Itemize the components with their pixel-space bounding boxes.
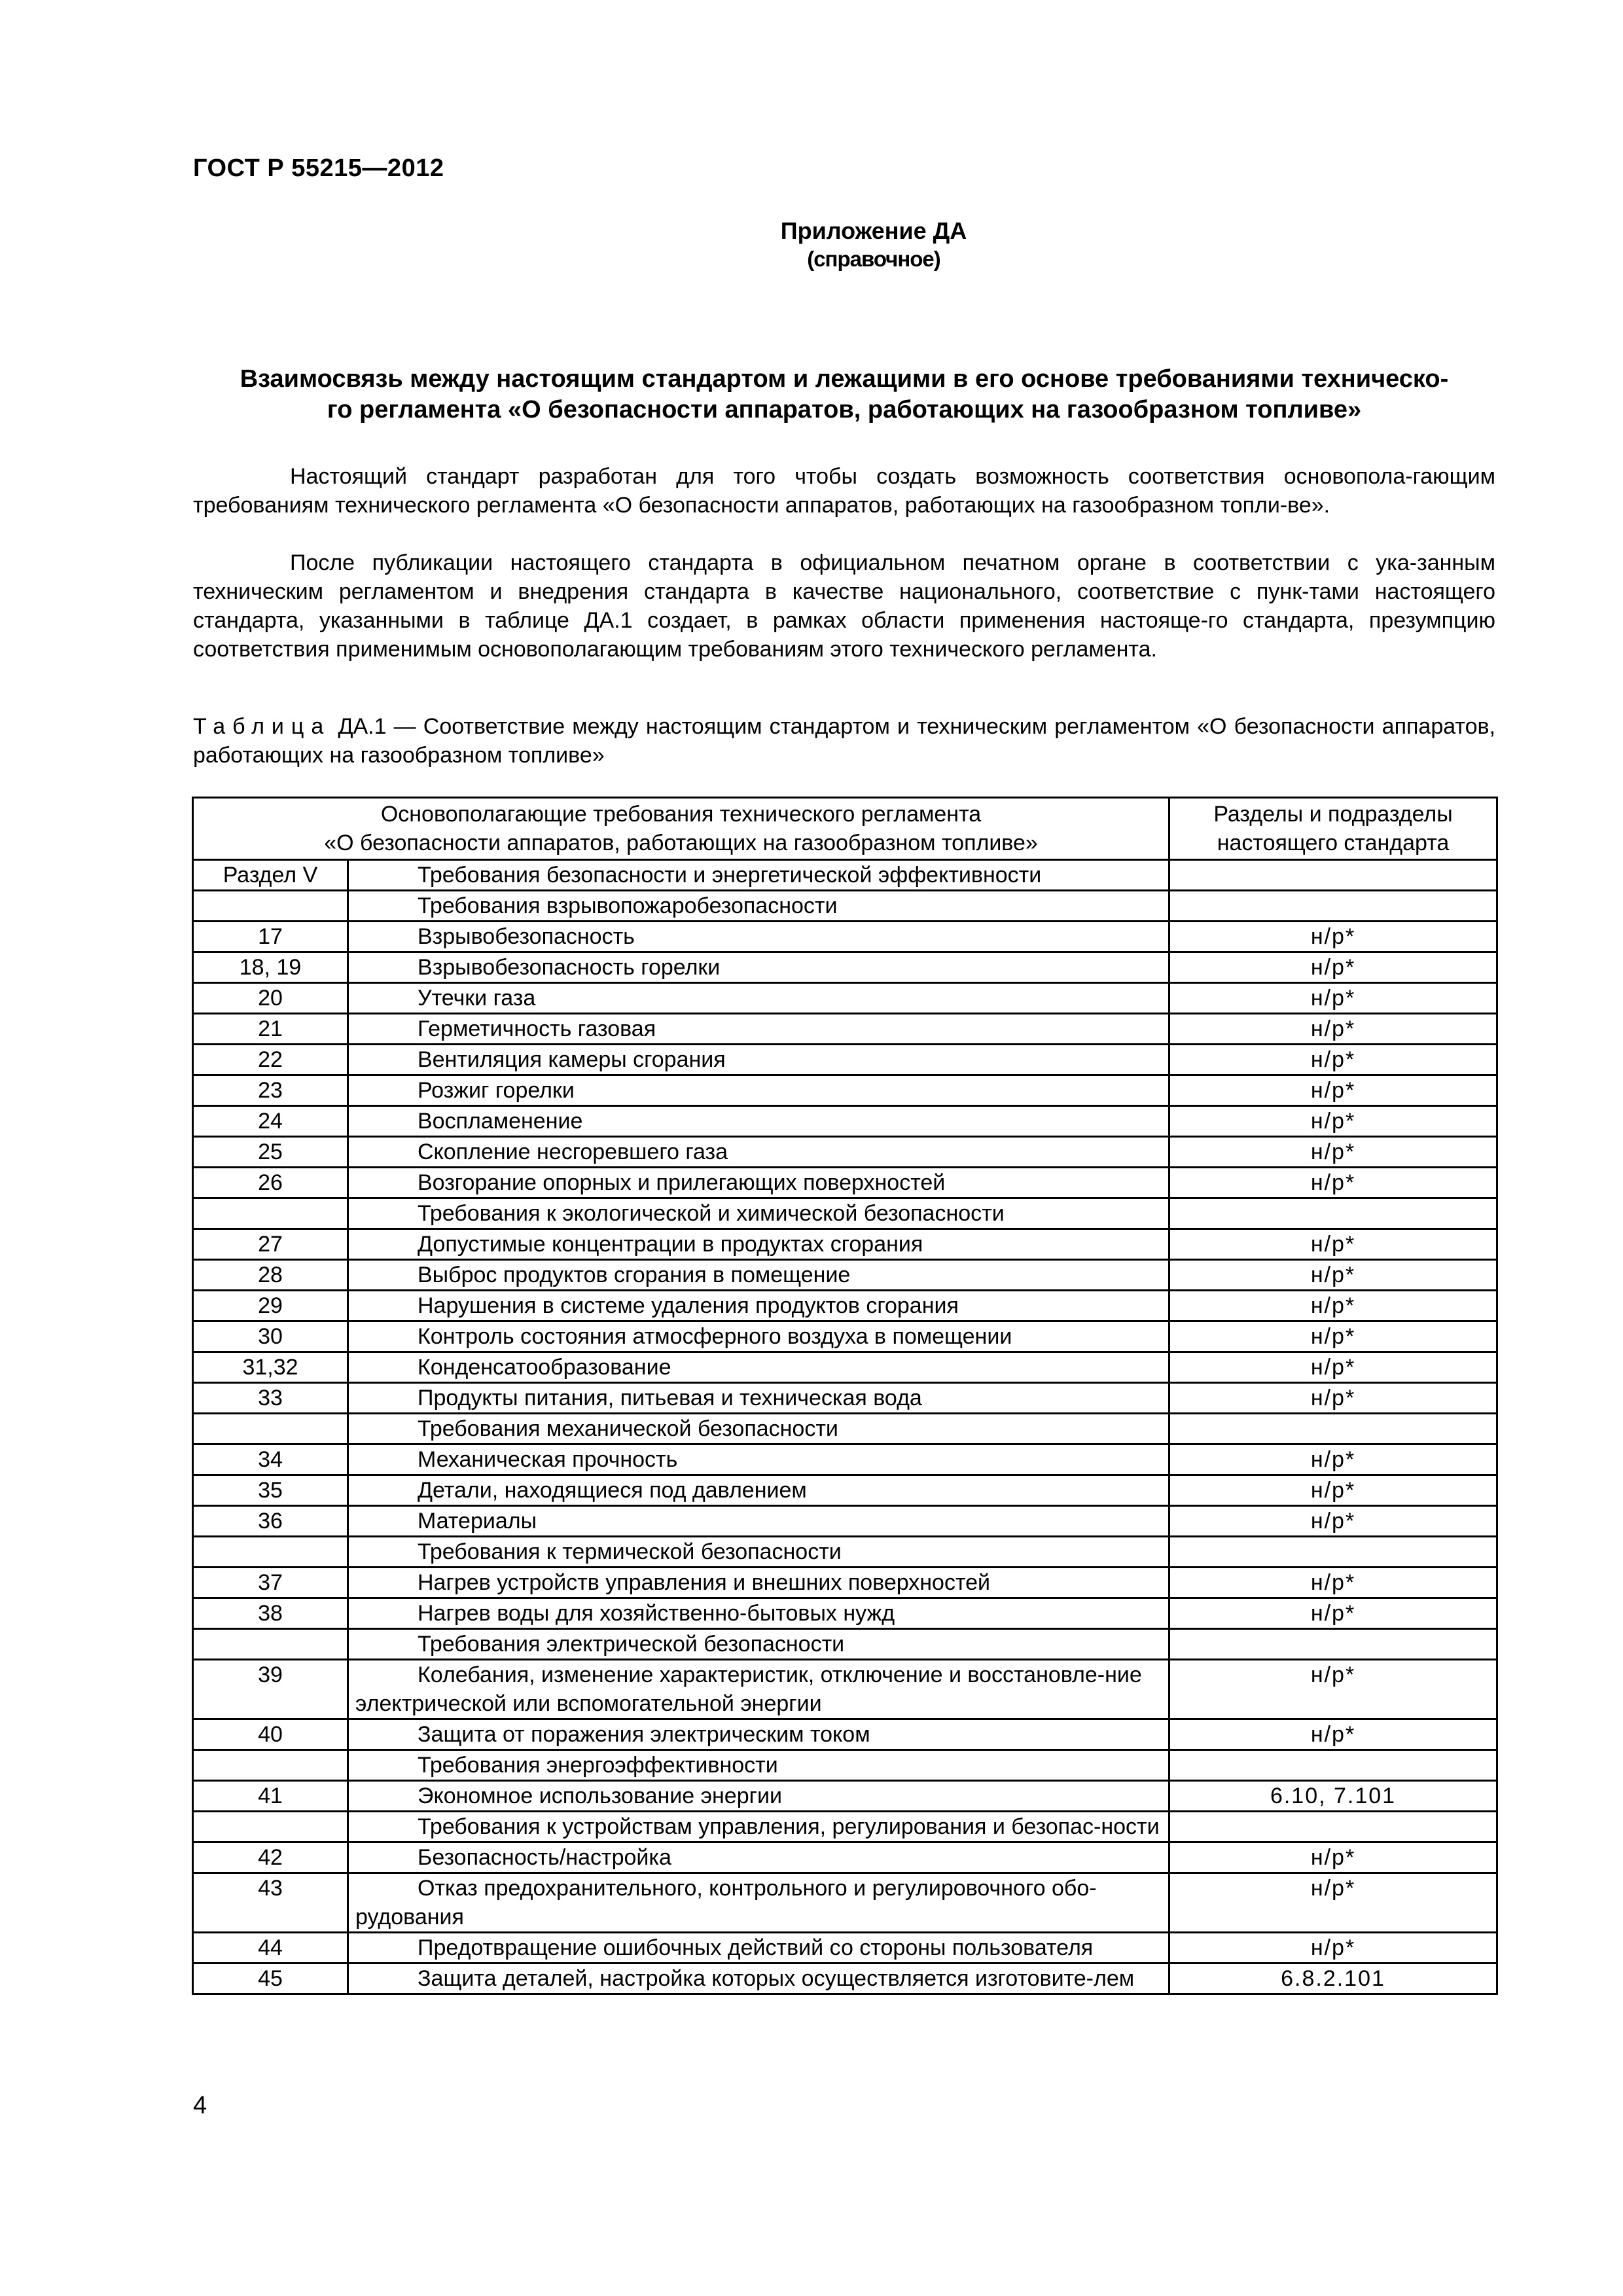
row-requirement-cell: Воспламенение [348,1106,1169,1137]
table-row [193,1506,1497,1537]
row-requirement-cell: Требования энергоэффективности [348,1750,1169,1781]
row-number-cell: 18, 19 [193,952,348,983]
section-heading-line1: Взаимосвязь между настоящим стандартом и лежащими в его основе требованиями техническо- [240,365,1449,393]
row-requirement-cell: Требования взрывопожаробезопасности [348,891,1169,922]
row-section-ref-cell: н/р* [1169,1475,1497,1506]
table-row [193,1168,1497,1198]
row-number-cell: 30 [193,1321,348,1352]
row-section-ref-cell: н/р* [1169,1075,1497,1106]
row-requirement-cell: Требования к термической безопасности [348,1537,1169,1568]
row-section-ref-cell: н/р* [1169,1568,1497,1598]
page-number: 4 [193,2092,207,2119]
row-section-ref-cell: н/р* [1169,952,1497,983]
table-row [193,1812,1497,1842]
row-number-cell: 39 [193,1660,348,1719]
row-requirement-cell: Детали, находящиеся под давлением [348,1475,1169,1506]
row-requirement-cell: Требования безопасности и энергетической эффективности [348,860,1169,891]
row-section-ref-cell: 6.8.2.101 [1169,1964,1497,1994]
table-row [193,983,1497,1014]
row-requirement-cell: Отказ предохранительного, контрольного и регулировочного обо-рудования [348,1873,1169,1933]
row-number-cell: 41 [193,1781,348,1812]
table-row [193,1383,1497,1414]
row-section-ref-cell: н/р* [1169,1168,1497,1198]
row-section-ref-cell: н/р* [1169,1444,1497,1475]
table-row [193,1198,1497,1229]
table-caption-label: Таблица [193,714,331,739]
table-row [193,1444,1497,1475]
row-number-cell: 44 [193,1933,348,1964]
table-row [193,1414,1497,1444]
table-row [193,1750,1497,1781]
table-row [193,1321,1497,1352]
row-number-cell [193,1198,348,1229]
header-sections-line2: настоящего стандарта [1217,831,1450,855]
row-requirement-cell: Взрывобезопасность [348,922,1169,952]
table-row [193,1964,1497,1994]
table-row [193,891,1497,922]
appendix-subtitle: (справочное) [807,247,940,271]
table-row [193,860,1497,891]
row-number-cell: 25 [193,1137,348,1168]
row-requirement-cell: Нагрев воды для хозяйственно-бытовых нужд [348,1598,1169,1629]
row-number-cell: Раздел V [193,860,348,891]
row-requirement-cell: Герметичность газовая [348,1014,1169,1045]
correspondence-table [192,797,1498,1995]
row-section-ref-cell: н/р* [1169,1506,1497,1537]
appendix-title-block [0,216,1623,272]
row-number-cell [193,1812,348,1842]
row-requirement-cell: Колебания, изменение характеристик, отключение и восстановле-ние электрической или вспомогательной энергии [348,1660,1169,1719]
row-number-cell: 42 [193,1842,348,1873]
row-number-cell: 22 [193,1045,348,1075]
row-number-cell: 24 [193,1106,348,1137]
row-number-cell: 26 [193,1168,348,1198]
row-requirement-cell: Требования к устройствам управления, регулирования и безопас-ности [348,1812,1169,1842]
row-requirement-cell: Требования механической безопасности [348,1414,1169,1444]
row-section-ref-cell: н/р* [1169,1873,1497,1933]
header-requirements [193,798,1169,860]
row-number-cell: 21 [193,1014,348,1045]
row-section-ref-cell: н/р* [1169,983,1497,1014]
row-number-cell: 35 [193,1475,348,1506]
appendix-title: Приложение ДА [780,217,967,244]
header-sections [1169,798,1497,860]
row-requirement-cell: Требования электрической безопасности [348,1629,1169,1660]
table-row [193,922,1497,952]
row-section-ref-cell: н/р* [1169,1321,1497,1352]
row-requirement-cell: Безопасность/настройка [348,1842,1169,1873]
table-row [193,1045,1497,1075]
row-requirement-cell: Защита деталей, настройка которых осуществляется изготовите-лем [348,1964,1169,1994]
row-section-ref-cell [1169,1198,1497,1229]
row-number-cell: 23 [193,1075,348,1106]
row-number-cell: 37 [193,1568,348,1598]
row-requirement-cell: Взрывобезопасность горелки [348,952,1169,983]
row-section-ref-cell: н/р* [1169,1842,1497,1873]
row-section-ref-cell: н/р* [1169,1106,1497,1137]
row-requirement-cell: Розжиг горелки [348,1075,1169,1106]
table-row [193,1842,1497,1873]
row-number-cell [193,1750,348,1781]
row-number-cell: 34 [193,1444,348,1475]
row-requirement-cell: Вентиляция камеры сгорания [348,1045,1169,1075]
row-number-cell: 29 [193,1291,348,1321]
table-row [193,1568,1497,1598]
table-row [193,1137,1497,1168]
row-requirement-cell: Конденсатообразование [348,1352,1169,1383]
row-section-ref-cell [1169,891,1497,922]
table-row [193,952,1497,983]
table-caption [193,712,1495,770]
table-row [193,1075,1497,1106]
section-heading [193,364,1495,425]
row-requirement-cell: Механическая прочность [348,1444,1169,1475]
paragraph-1: Настоящий стандарт разработан для того чтобы создать возможность соответствия основопола-гающим требованиям технического регламента «О безопасности аппаратов, работающих на газообразном топли-ве». [193,464,1495,518]
row-requirement-cell: Требования к экологической и химической безопасности [348,1198,1169,1229]
row-section-ref-cell [1169,1414,1497,1444]
row-section-ref-cell: 6.10, 7.101 [1169,1781,1497,1812]
row-number-cell: 43 [193,1873,348,1933]
table-row [193,1873,1497,1933]
row-section-ref-cell: н/р* [1169,1291,1497,1321]
row-section-ref-cell [1169,1812,1497,1842]
row-requirement-cell: Утечки газа [348,983,1169,1014]
header-requirements-line1: Основополагающие требования технического регламента [380,802,982,827]
row-requirement-cell: Контроль состояния атмосферного воздуха в помещении [348,1321,1169,1352]
row-requirement-cell: Скопление несгоревшего газа [348,1137,1169,1168]
row-requirement-cell: Экономное использование энергии [348,1781,1169,1812]
row-requirement-cell: Предотвращение ошибочных действий со стороны пользователя [348,1933,1169,1964]
table-row [193,1014,1497,1045]
row-section-ref-cell: н/р* [1169,1598,1497,1629]
row-number-cell: 36 [193,1506,348,1537]
header-sections-line1: Разделы и подразделы [1213,802,1453,827]
section-heading-line2: го регламента «О безопасности аппаратов, работающих на газообразном топливе» [327,396,1362,423]
row-number-cell: 33 [193,1383,348,1414]
row-number-cell: 38 [193,1598,348,1629]
table-row [193,1781,1497,1812]
paragraph-2: После публикации настоящего стандарта в официальном печатном органе в соответствии с ука-занным техническим регламентом и внедрения стандарта в качестве национального, соответствие с пунк-тами настоящего стандарта, указанными в таблице ДА.1 создает, в рамках области применения настояще-го стандарта, презумпцию соответствия применимым основополагающим требованиям этого технического регламента. [193,550,1495,662]
row-number-cell: 20 [193,983,348,1014]
row-requirement-cell: Допустимые концентрации в продуктах сгорания [348,1229,1169,1260]
table-row [193,1933,1497,1964]
row-section-ref-cell [1169,860,1497,891]
row-number-cell: 31,32 [193,1352,348,1383]
row-number-cell: 28 [193,1260,348,1291]
row-requirement-cell: Материалы [348,1506,1169,1537]
row-number-cell [193,1414,348,1444]
row-number-cell [193,1629,348,1660]
row-number-cell [193,891,348,922]
row-number-cell: 45 [193,1964,348,1994]
header-requirements-line2: «О безопасности аппаратов, работающих на газообразном топливе» [324,831,1038,855]
row-requirement-cell: Продукты питания, питьевая и техническая вода [348,1383,1169,1414]
row-section-ref-cell: н/р* [1169,1137,1497,1168]
row-number-cell: 40 [193,1719,348,1750]
row-section-ref-cell: н/р* [1169,922,1497,952]
row-number-cell [193,1537,348,1568]
row-section-ref-cell: н/р* [1169,1660,1497,1719]
table-row [193,1629,1497,1660]
row-section-ref-cell [1169,1750,1497,1781]
table-row [193,1229,1497,1260]
row-section-ref-cell: н/р* [1169,1933,1497,1964]
document-code: ГОСТ Р 55215—2012 [193,154,444,182]
row-requirement-cell: Защита от поражения электрическим током [348,1719,1169,1750]
table-row [193,1106,1497,1137]
row-section-ref-cell [1169,1629,1497,1660]
row-section-ref-cell: н/р* [1169,1352,1497,1383]
table-row [193,1719,1497,1750]
table-row [193,1291,1497,1321]
table-row [193,1537,1497,1568]
row-section-ref-cell [1169,1537,1497,1568]
row-section-ref-cell: н/р* [1169,1014,1497,1045]
row-requirement-cell: Нагрев устройств управления и внешних поверхностей [348,1568,1169,1598]
row-section-ref-cell: н/р* [1169,1229,1497,1260]
row-number-cell: 27 [193,1229,348,1260]
row-requirement-cell: Возгорание опорных и прилегающих поверхностей [348,1168,1169,1198]
row-requirement-cell: Выброс продуктов сгорания в помещение [348,1260,1169,1291]
table-body [193,860,1497,1994]
row-section-ref-cell: н/р* [1169,1383,1497,1414]
table-caption-text: ДА.1 — Соответствие между настоящим стандартом и техническим регламентом «О безопасности аппаратов, работающих на газообразном топливе» [193,714,1495,768]
table-row [193,1475,1497,1506]
table-header-row [193,798,1497,860]
table-row [193,1352,1497,1383]
row-requirement-cell: Нарушения в системе удаления продуктов сгорания [348,1291,1169,1321]
row-section-ref-cell: н/р* [1169,1260,1497,1291]
row-section-ref-cell: н/р* [1169,1719,1497,1750]
row-section-ref-cell: н/р* [1169,1045,1497,1075]
table-row [193,1598,1497,1629]
table-row [193,1660,1497,1719]
row-number-cell: 17 [193,922,348,952]
table-row [193,1260,1497,1291]
